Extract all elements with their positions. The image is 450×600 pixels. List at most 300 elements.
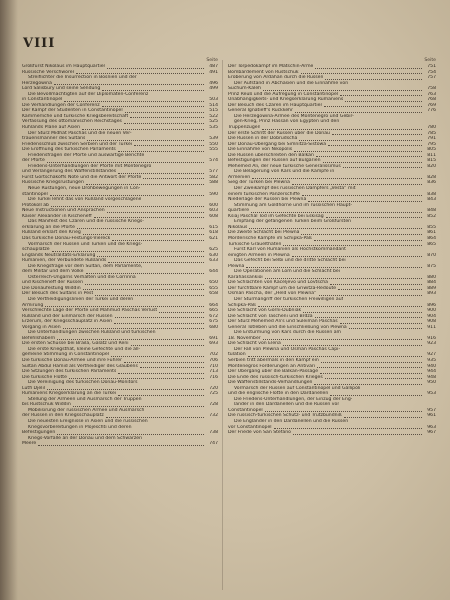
toc-entry-title: Die Vertheidigungslinien der Türkei und deren bbox=[28, 296, 134, 302]
dot-leader bbox=[45, 305, 204, 307]
toc-entry-title: Friedensschluß zwischen Serbien und der Türkei bbox=[22, 141, 133, 147]
toc-entry-title: der Pforte bbox=[22, 158, 45, 164]
toc-entry-title: tulation bbox=[228, 352, 246, 358]
dot-leader bbox=[131, 344, 204, 346]
dot-leader bbox=[262, 128, 422, 130]
toc-entry-page: 880 bbox=[427, 274, 436, 280]
toc-entry-page: 855 bbox=[427, 224, 436, 230]
dot-leader bbox=[326, 216, 422, 218]
toc-entry-title: Kriegsvorbereitungen in Plojeschti und deren bbox=[28, 424, 132, 430]
toc-entry-page: 710 bbox=[209, 363, 218, 369]
toc-entry-page: 725 bbox=[209, 391, 218, 397]
dot-leader bbox=[332, 133, 422, 135]
dot-leader bbox=[323, 161, 423, 163]
toc-entry-title: Suchum-Kaleh bbox=[228, 86, 262, 92]
toc-entry-page: 948 bbox=[427, 374, 436, 380]
dot-leader bbox=[330, 283, 422, 285]
toc-entry-title: Der Zweikampf des russischen Dampfers „Vesta“ mit bbox=[234, 186, 356, 192]
toc-entry-page: 680 bbox=[209, 324, 218, 330]
toc-entry-title: General Totleben und die Einschließung von Plewna bbox=[228, 324, 347, 330]
toc-entry-title: Eroberung von Ardahan durch die Russen bbox=[228, 75, 324, 81]
toc-entry-page: 691 bbox=[209, 335, 218, 341]
dot-leader bbox=[83, 233, 204, 235]
toc-entry-page: 763 bbox=[427, 91, 436, 97]
dot-leader bbox=[317, 366, 422, 368]
toc-entry-page: 904 bbox=[427, 313, 436, 319]
dot-leader bbox=[324, 105, 422, 107]
toc-entry-title: Fürst Gortschakoffs Note und die Antwort der Pforte bbox=[22, 174, 142, 180]
column-divider bbox=[222, 60, 223, 590]
toc-entry-title: stantinopel bbox=[22, 191, 48, 197]
page-number: VIII bbox=[23, 36, 56, 51]
toc-entry-title: Befestigungen der Russen auf Bulgarien bbox=[228, 158, 321, 164]
toc-entry-page: 805 bbox=[427, 147, 436, 153]
toc-entry-title: Die Verhandlungen der Conferenz bbox=[22, 102, 100, 108]
toc-entry-page: 655 bbox=[209, 285, 218, 291]
dot-leader bbox=[143, 177, 204, 179]
dot-leader bbox=[263, 89, 422, 91]
toc-entry-page: 785 bbox=[427, 130, 436, 136]
dot-leader bbox=[325, 78, 422, 80]
toc-entry-title: vor Constantinopel bbox=[228, 424, 272, 430]
column-header-left: Seite bbox=[206, 58, 218, 63]
toc-entry-title: Der furchtbare Kampf um die Griwitza-Redoute bbox=[228, 285, 337, 291]
toc-entry-title: Die türkische Donau-Armee und ihre Führer bbox=[22, 357, 123, 363]
toc-entry-title: Herzegowina bbox=[22, 80, 52, 86]
dot-leader bbox=[319, 294, 423, 296]
toc-entry-title: Der Aufstand in Abchasien und die Einnahme von bbox=[234, 80, 349, 86]
toc-entry-title: Die Donaufestung Widdin bbox=[22, 285, 81, 291]
toc-entry-title: Kaiser Alexander in Kischeneff bbox=[22, 213, 92, 219]
toc-entry-title: Bombardement von Rustschuk bbox=[228, 69, 299, 75]
dot-leader bbox=[299, 139, 422, 141]
toc-entry-title: gemeine Stimmung in Constantinopel bbox=[22, 352, 109, 358]
toc-entry-page: 720 bbox=[209, 385, 218, 391]
toc-entry-title: Die Waffenstillstands-Verhandlungen bbox=[228, 380, 313, 386]
toc-entry-title: erklärung an die Pforte bbox=[22, 224, 75, 230]
toc-entry-title: Russische Verschwörer bbox=[22, 69, 75, 75]
dot-leader bbox=[57, 338, 204, 340]
toc-entry-title: Empfang der gefangenen Türken beim Großfürsten bbox=[234, 219, 352, 225]
toc-entry-page: 608 bbox=[209, 213, 218, 219]
toc-entry-title: Der Besuch des Sultans in Pest bbox=[22, 291, 94, 297]
dot-leader bbox=[320, 372, 422, 374]
toc-entry-title: Armirung bbox=[22, 302, 44, 308]
toc-entry-page: 758 bbox=[427, 86, 436, 92]
toc-entry-title: Protokoll ab bbox=[22, 202, 49, 208]
dot-leader bbox=[115, 316, 204, 318]
toc-entry-title: Stellung der Armeen und Ausmarsch der Truppen bbox=[28, 396, 142, 402]
toc-entry-title: Die Bevollmächtigten auf der Diplomaten-Conferenz bbox=[28, 91, 149, 97]
toc-entry-page: 940 bbox=[427, 363, 436, 369]
dot-leader bbox=[328, 144, 422, 146]
toc-entry-page: 644 bbox=[209, 269, 218, 275]
toc-entry bbox=[22, 441, 218, 447]
toc-entry-title: Streiflichter die Insurrection in Bosnien und der bbox=[28, 75, 137, 81]
toc-entry-title: Die Ende des russisch-türkischen Krieges bbox=[228, 374, 323, 380]
toc-entry-page: 693 bbox=[209, 341, 218, 347]
toc-entry-page: 815 bbox=[427, 158, 436, 164]
toc-entry-title: Der Sturz Mehemed Ali's und Suleiman Paschas bbox=[228, 319, 338, 325]
toc-entry-title: Vormarsch der Russen und Türken und die Kriegs- bbox=[28, 241, 143, 247]
dot-leader bbox=[283, 344, 422, 346]
toc-entry-page: 713 bbox=[209, 369, 218, 375]
toc-entry-title: Die zweite Schlacht bei Plewna bbox=[228, 230, 300, 236]
toc-entry-page: 820 bbox=[427, 163, 436, 169]
toc-entry-page: 828 bbox=[427, 174, 436, 180]
dot-leader bbox=[108, 261, 204, 263]
toc-entry-title: Die Engländer in den Dardanellen und die Russen bbox=[234, 419, 349, 424]
dot-leader bbox=[330, 394, 422, 396]
dot-leader bbox=[283, 244, 422, 246]
toc-entry-page: 514 bbox=[209, 102, 218, 108]
dot-leader bbox=[54, 83, 204, 85]
dot-leader bbox=[76, 72, 204, 74]
toc-entry-title: Die neuesten Ereignisse in Asien und die russischen bbox=[28, 419, 148, 424]
dot-leader bbox=[111, 355, 204, 357]
dot-leader bbox=[130, 116, 204, 118]
dot-leader bbox=[118, 172, 204, 174]
dot-leader bbox=[338, 288, 422, 290]
toc-entry-title: Der Sturz Midhat Paschas und die neuen Ver- bbox=[28, 130, 132, 136]
toc-entry-page: 908 bbox=[427, 319, 436, 325]
toc-entry-title: Schipka-Paß bbox=[228, 302, 256, 308]
dot-leader bbox=[263, 338, 422, 340]
toc-entry-title: Sieg der Türken bei Plewna bbox=[228, 180, 290, 186]
dot-leader bbox=[325, 377, 422, 379]
toc-entry-title: Die Sitzungen des türkischen Parlaments bbox=[22, 369, 117, 375]
toc-entry-title: Der Sturmangriff der türkischen Freiwilligen auf bbox=[234, 296, 344, 302]
toc-entry-title: Die Russen in der Dobrudscha bbox=[228, 136, 298, 142]
dot-leader bbox=[293, 433, 422, 435]
toc-entry-page: 706 bbox=[209, 357, 218, 363]
toc-entry-page: 555 bbox=[209, 147, 218, 153]
toc-entry-title: Die Schlacht von Tascheni und Brdza bbox=[228, 313, 313, 319]
toc-entry-title: und Verlängerung des Waffenstillstandes bbox=[22, 169, 117, 175]
toc-entry-title: gen-Krieg, Prinz Hassan von Egypten und den bbox=[234, 119, 340, 125]
toc-entry bbox=[228, 430, 436, 436]
dot-leader bbox=[118, 150, 204, 152]
dot-leader bbox=[321, 361, 422, 363]
toc-entry-title: Türkische Gräuelthaten bbox=[228, 241, 282, 247]
toc-entry-page: 665 bbox=[209, 308, 218, 314]
dot-leader bbox=[314, 383, 422, 385]
toc-entry-page: 732 bbox=[209, 413, 218, 419]
dot-leader bbox=[308, 200, 422, 202]
toc-entry-page: 861 bbox=[427, 230, 436, 236]
toc-entry-title: schauplätze bbox=[22, 247, 50, 253]
toc-entry-page: 621 bbox=[209, 235, 218, 241]
dot-leader bbox=[252, 177, 422, 179]
toc-entry-title: Die Vereinigung des türkischen Donau-Monitors bbox=[28, 380, 138, 386]
toc-entry-title: in Constantinopel bbox=[22, 97, 63, 103]
toc-entry-page: 870 bbox=[427, 252, 436, 258]
toc-entry-page: 625 bbox=[209, 247, 218, 253]
toc-entry-page: 889 bbox=[427, 285, 436, 291]
toc-entry-title: Die Kriegsfrage vor dem Sultan, dem Parlamente, bbox=[28, 263, 143, 269]
toc-entry-page: 838 bbox=[427, 191, 436, 197]
toc-entry-title: Befestigungen bbox=[22, 430, 56, 436]
dot-leader bbox=[124, 361, 204, 363]
dot-leader bbox=[86, 183, 204, 185]
toc-entry-title: der Russen in den Kriegsschauplatz bbox=[22, 413, 104, 419]
toc-entry-title: Das türkische Donau-Festungs-Viereck bbox=[22, 235, 111, 241]
dot-leader bbox=[303, 311, 422, 313]
toc-entry-title: Ruhlands Pläne auf Asien bbox=[22, 125, 80, 131]
toc-entry-page: 675 bbox=[209, 319, 218, 325]
toc-entry-title: Die Schlachten von Kaceljevo und Lovtscha bbox=[228, 280, 329, 286]
toc-entry-title: trauensmänner des Sultans bbox=[22, 136, 86, 142]
dot-leader bbox=[314, 239, 422, 241]
toc-entry-page: 716 bbox=[209, 374, 218, 380]
dot-leader bbox=[73, 405, 204, 407]
dot-leader bbox=[38, 444, 204, 446]
toc-entry-page: 961 bbox=[427, 413, 436, 419]
toc-entry-title: Der Friede von San Stefano bbox=[228, 430, 291, 436]
toc-entry-title: Sultan Abdul Hamid als Vertheidiger des Glaubens bbox=[22, 363, 138, 369]
toc-entry-page: 768 bbox=[427, 97, 436, 103]
toc-entry-page: 535 bbox=[209, 125, 218, 131]
toc-entry-page: 539 bbox=[209, 136, 218, 142]
toc-entry-title: Die Eröffnung des türkischen Parlaments bbox=[22, 147, 116, 153]
toc-entry-title: Die Friedens-Unterhandlungen, der Einzug der Eng- bbox=[234, 396, 353, 402]
toc-entry-page: 658 bbox=[209, 291, 218, 297]
dot-leader bbox=[315, 67, 422, 69]
toc-column-right bbox=[228, 58, 436, 436]
dot-leader bbox=[47, 388, 204, 390]
dot-leader bbox=[140, 366, 204, 368]
toc-entry-title: quartiere bbox=[228, 208, 250, 214]
toc-entry-title: Befehlshabern bbox=[22, 335, 56, 341]
toc-entry-title: Serbien tritt abermals in den Kampf ein bbox=[228, 357, 319, 363]
dot-leader bbox=[107, 211, 204, 213]
toc-entry-page: 650 bbox=[209, 280, 218, 286]
dot-leader bbox=[315, 316, 422, 318]
toc-entry-title: Constantinopel bbox=[228, 407, 263, 413]
toc-entry-title: einigten Armeen in Plewna bbox=[228, 252, 290, 258]
dot-leader bbox=[258, 305, 422, 307]
toc-entry-page: 754 bbox=[427, 69, 436, 75]
dot-leader bbox=[246, 266, 422, 268]
dot-leader bbox=[118, 372, 204, 374]
toc-entry-page: 577 bbox=[209, 169, 218, 175]
toc-entry-title: Kammerliche und türkische Kriegsbereitschaft bbox=[22, 113, 129, 119]
toc-entry-page: 875 bbox=[427, 263, 436, 269]
toc-entry-title: Unabhängigkeits- und Kriegserklärung Rumäniens bbox=[228, 97, 344, 103]
toc-entry-title: Der Fall von Plewna und Osman Paschas Capi- bbox=[234, 346, 341, 352]
dot-leader bbox=[64, 100, 204, 102]
toc-entry-title: Das Manifest des Czaren und die russische Kriegs- bbox=[28, 219, 144, 225]
toc-entry-title: Rußland erklärt den Krieg bbox=[22, 230, 81, 236]
toc-entry-page: 728 bbox=[209, 402, 218, 408]
toc-entry-page: 916 bbox=[427, 335, 436, 341]
toc-entry-title: Vorgang in Asien bbox=[22, 324, 61, 330]
toc-entry-title: Niederlage der Russen bei Plewna bbox=[228, 197, 307, 203]
toc-entry-page: 900 bbox=[427, 308, 436, 314]
dot-leader bbox=[107, 67, 204, 69]
toc-entry-title: Die Unterhandlungen zwischen Rußland und türkischen bbox=[28, 330, 156, 336]
toc-entry-page: 615 bbox=[209, 224, 218, 230]
dot-leader bbox=[85, 283, 204, 285]
dot-leader bbox=[265, 277, 422, 279]
dot-leader bbox=[125, 111, 204, 113]
dot-leader bbox=[301, 72, 422, 74]
toc-entry-title: Rumäniens Kriegserklärung an die Türkei bbox=[22, 391, 117, 397]
toc-entry-page: 618 bbox=[209, 230, 218, 236]
toc-entry-page: 836 bbox=[427, 180, 436, 186]
toc-entry-page: 811 bbox=[427, 152, 436, 158]
toc-entry-title: Rumänien, der Verbündete Rußlands bbox=[22, 258, 107, 264]
toc-entry-page: 491 bbox=[209, 69, 218, 75]
dot-leader bbox=[97, 255, 204, 257]
toc-entry-page: 923 bbox=[427, 341, 436, 347]
toc-entry-title: Der erste Schritt der Russen über die Donau bbox=[228, 130, 330, 136]
dot-leader bbox=[102, 89, 204, 91]
toc-entry-page: 574 bbox=[209, 158, 218, 164]
dot-leader bbox=[302, 194, 422, 196]
dot-leader bbox=[77, 227, 204, 229]
toc-entry-title: Russische Kriegsrüstungen bbox=[22, 180, 84, 186]
toc-entry-page: 769 bbox=[427, 102, 436, 108]
toc-entry-page: 702 bbox=[209, 352, 218, 358]
toc-entry-title: Die russisch-türkischen Schutz- und Trutzbündniß bbox=[228, 413, 342, 419]
toc-entry-page: 550 bbox=[209, 141, 218, 147]
toc-entry-title: Stimmung am Goldhorne und im russischen Haupt- bbox=[234, 202, 353, 208]
toc-entry-title: Lord Salisbury und seine Sendung bbox=[22, 86, 101, 92]
toc-entry-page: 843 bbox=[427, 197, 436, 203]
toc-entry-title: und Kischeneff der Russen bbox=[22, 280, 84, 286]
toc-entry-page: 780 bbox=[427, 125, 436, 131]
toc-entry-page: 496 bbox=[209, 80, 218, 86]
toc-entry-page: 927 bbox=[427, 352, 436, 358]
dot-leader bbox=[134, 144, 204, 146]
toc-entry-title: Der Kampf der Studenten in Constantinopel bbox=[22, 108, 123, 114]
toc-entry-page: 864 bbox=[427, 235, 436, 241]
toc-entry-title: Montenegros Forderungen an Antivari bbox=[228, 363, 316, 369]
toc-entry-page: 957 bbox=[427, 407, 436, 413]
dot-leader bbox=[295, 111, 422, 113]
dot-leader bbox=[94, 216, 204, 218]
toc-entry-page: 487 bbox=[209, 64, 218, 69]
toc-entry-title: Ksiaj Paschal Tod im Gefechte bei Eskisag bbox=[228, 213, 324, 219]
toc-entry-title: und die englische Flotte in den Dardanellen bbox=[228, 391, 329, 397]
dot-leader bbox=[344, 416, 422, 418]
toc-entry-title: Englands Neutralitäts-Erklärung bbox=[22, 252, 96, 258]
dot-leader bbox=[349, 327, 422, 329]
toc-entry-title: Der Donau-Übergang bei Simnitza-Sistowa bbox=[228, 141, 327, 147]
dot-leader bbox=[63, 327, 204, 329]
dot-leader bbox=[50, 194, 204, 196]
dot-leader bbox=[86, 272, 204, 274]
toc-entry-title: Die Belagerung von Kars und die Kämpfe in bbox=[234, 169, 335, 175]
toc-entry-title: Das Gefecht bei Selbi und die dritte Schlacht bei bbox=[234, 258, 346, 264]
toc-entry-page: 944 bbox=[427, 369, 436, 375]
toc-entry-title: Der Besuch des Czaren im Hauptquartier bbox=[228, 102, 323, 108]
toc-entry-page: 515 bbox=[209, 108, 218, 114]
dot-leader bbox=[57, 433, 204, 435]
toc-entry-page: 776 bbox=[427, 108, 436, 114]
toc-entry-title: 18. November bbox=[228, 335, 261, 341]
toc-entry-title: Verfassung des ottomanischen Reichstages bbox=[22, 119, 122, 125]
toc-entry-title: Nikolaus bbox=[228, 224, 248, 230]
toc-entry-page: 865 bbox=[427, 241, 436, 247]
toc-entry-title: Friedens-Unterhandlungen der Pforte mit Montenegro bbox=[28, 163, 152, 169]
toc-column-left bbox=[22, 58, 218, 447]
dot-leader bbox=[69, 377, 204, 379]
toc-entry-title: Die Schlacht von Gorni-Dubniak bbox=[228, 308, 302, 314]
toc-entry-title: länder in den Dardanellen und die Russen vor bbox=[234, 402, 340, 408]
toc-entry-page: 582 bbox=[209, 174, 218, 180]
toc-entry-page: 751 bbox=[427, 64, 436, 69]
toc-entry-title: Kriegs-Vorfälle an der Donau und dem Schwarzen bbox=[28, 435, 143, 441]
toc-entry-title: Neue Instructionen und Ansprachen bbox=[22, 208, 105, 214]
toc-entry-page: 588 bbox=[209, 180, 218, 186]
dot-leader bbox=[114, 322, 204, 324]
dot-leader bbox=[112, 239, 204, 241]
toc-entry-title: Die Russen überschreiten den Balkan bbox=[228, 152, 314, 158]
dot-leader bbox=[106, 416, 204, 418]
toc-entry-page: 852 bbox=[427, 213, 436, 219]
dot-leader bbox=[251, 211, 422, 213]
dot-leader bbox=[340, 322, 422, 324]
dot-leader bbox=[345, 100, 422, 102]
toc-entry-page: 911 bbox=[427, 324, 436, 330]
toc-entry-page: 950 bbox=[427, 380, 436, 386]
toc-entry-page: 630 bbox=[209, 252, 218, 258]
dot-leader bbox=[340, 94, 422, 96]
toc-entry-page: 747 bbox=[209, 441, 218, 447]
toc-entry-title: Die Herzegowina-Armee des Montenegro und Gebir- bbox=[234, 113, 354, 119]
toc-entry-title: Großfürst Nikolaus im Hauptquartier bbox=[22, 64, 106, 69]
dot-leader bbox=[124, 122, 204, 124]
toc-entry-title: Die Einnahme von Nikopolis bbox=[228, 147, 293, 153]
dot-leader bbox=[47, 161, 204, 163]
dot-leader bbox=[83, 288, 204, 290]
toc-entry-title: Die Türkei lehnt das von Rußland vorgeschlagene bbox=[28, 197, 142, 203]
toc-entry-title: Armenien bbox=[228, 174, 251, 180]
toc-entry-title: Mobilisirung der russischen Armee und Ausmarsch bbox=[28, 407, 145, 413]
toc-entry-page: 967 bbox=[427, 430, 436, 436]
dot-leader bbox=[265, 410, 422, 412]
dot-leader bbox=[102, 105, 204, 107]
toc-entry-page: 738 bbox=[209, 430, 218, 436]
dot-leader bbox=[159, 311, 204, 313]
toc-entry-page: 848 bbox=[427, 208, 436, 214]
dot-leader bbox=[249, 227, 422, 229]
toc-entry-title: Truppenzügen bbox=[228, 125, 261, 131]
dot-leader bbox=[343, 166, 422, 168]
toc-entry-title: Vormarsch der Russen auf Constantinopel und Gallipoli bbox=[234, 385, 361, 391]
toc-entry-title: General Ignatieff's Rückkehr bbox=[228, 108, 293, 114]
toc-entry-title: Friedensfragen der Pforte und auswärtige Berichte bbox=[28, 152, 145, 158]
dot-leader bbox=[316, 155, 422, 157]
toc-entry-page: 600 bbox=[209, 202, 218, 208]
toc-entry-title: Die Erstürmung von Kars durch die Russen am bbox=[234, 330, 342, 336]
toc-entry-title: Erzerum, der Kriegsschauplatz in Asien bbox=[22, 319, 113, 325]
toc-entry-page: 633 bbox=[209, 258, 218, 264]
toc-entry-title: Plewna bbox=[228, 263, 245, 269]
toc-entry-title: Der Torpedokampf im Matschin-Arme bbox=[228, 64, 314, 69]
toc-entry-page: 522 bbox=[209, 113, 218, 119]
column-header-right: Seite bbox=[424, 58, 436, 63]
dot-leader bbox=[52, 250, 204, 252]
toc-entry-title: Die Schlacht von Elena bbox=[228, 341, 281, 347]
toc-entry-title: Meere bbox=[22, 441, 37, 447]
toc-entry-page: 795 bbox=[427, 141, 436, 147]
dot-leader bbox=[292, 255, 422, 257]
toc-entry-title: Die Operationen am Lom und die Schlacht bei bbox=[234, 269, 340, 275]
toc-entry-title: Rußland und der Einmarsch der Russen bbox=[22, 313, 113, 319]
